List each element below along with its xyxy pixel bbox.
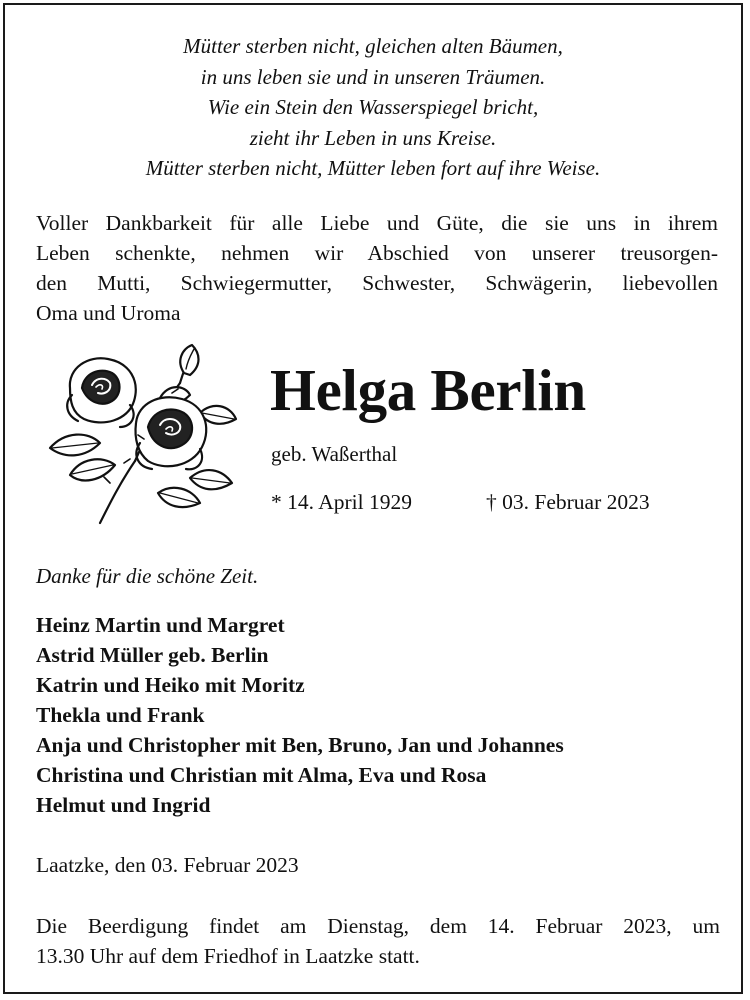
death-date: † 03. Februar 2023 bbox=[486, 490, 650, 514]
intro-text bbox=[36, 208, 718, 328]
birth-date: * 14. April 1929 bbox=[271, 490, 412, 514]
thanks-line: Danke für die schöne Zeit. bbox=[36, 564, 259, 588]
poem-line: zieht ihr Leben in uns Kreise. bbox=[249, 125, 497, 150]
deceased-name: Helga Berlin bbox=[270, 357, 586, 423]
poem-line: Mütter sterben nicht, gleichen alten Bäumen, bbox=[183, 34, 563, 58]
birth-name: geb. Waßerthal bbox=[271, 442, 398, 466]
poem-line: Mütter sterben nicht, Mütter leben fort auf ihre Weise. bbox=[145, 156, 601, 180]
intro-line: Voller Dankbarkeit für alle Liebe und Güte, die sie uns in ihrem bbox=[36, 211, 718, 235]
mourner: Thekla und Frank bbox=[36, 703, 205, 727]
mourner: Helmut und Ingrid bbox=[36, 793, 211, 817]
poem-line: in uns leben sie und in unseren Träumen. bbox=[200, 64, 546, 89]
funeral-line: Die Beerdigung findet am Dienstag, dem 14. Februar 2023, um bbox=[36, 914, 720, 938]
intro-line: Leben schenkte, nehmen wir Abschied von unserer treusorgen- bbox=[36, 241, 718, 265]
roses-icon bbox=[40, 343, 245, 533]
mourner: Astrid Müller geb. Berlin bbox=[36, 643, 269, 667]
intro-line: Oma und Uroma bbox=[36, 301, 181, 325]
mourner: Anja und Christopher mit Ben, Bruno, Jan und Johannes bbox=[36, 733, 564, 757]
mourner: Katrin und Heiko mit Moritz bbox=[36, 673, 305, 697]
intro-line: den Mutti, Schwiegermutter, Schwester, Schwägerin, liebevollen bbox=[36, 271, 718, 295]
obituary-notice bbox=[3, 3, 743, 994]
mourners-list bbox=[36, 610, 564, 820]
poem bbox=[5, 31, 741, 184]
mourner: Christina und Christian mit Alma, Eva und Rosa bbox=[36, 763, 487, 787]
place-date: Laatzke, den 03. Februar 2023 bbox=[36, 853, 299, 877]
funeral-line: 13.30 Uhr auf dem Friedhof in Laatzke statt. bbox=[36, 944, 420, 968]
mourner: Heinz Martin und Margret bbox=[36, 613, 285, 637]
funeral-info bbox=[36, 911, 720, 971]
poem-line: Wie ein Stein den Wasserspiegel bricht, bbox=[207, 95, 539, 119]
